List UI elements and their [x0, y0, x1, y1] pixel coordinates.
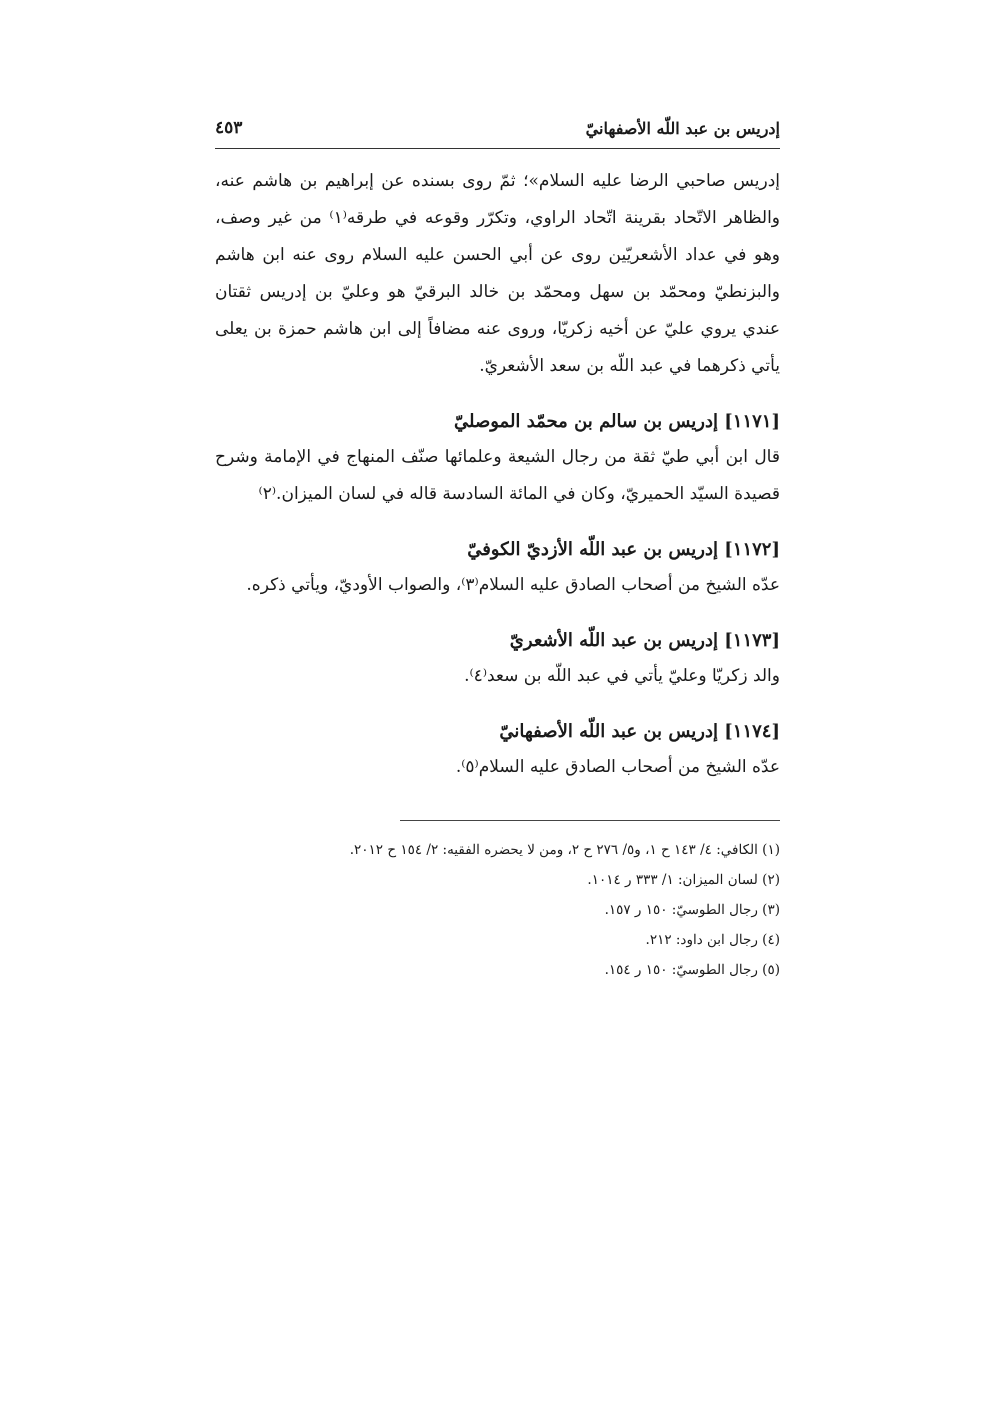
- footnote-2: (٢) لسان الميزان: ١/ ٣٣٣ ر ١٠١٤.: [587, 872, 780, 888]
- entry-title: [١١٧٢] إدريس بن عبد اللّه الأزديّ الكوفيّ: [467, 539, 780, 560]
- book-page: [215, 118, 780, 985]
- entry-title: [١١٧٣] إدريس بن عبد اللّه الأشعريّ: [509, 630, 780, 651]
- footnote-5: (٥) رجال الطوسيّ: ١٥٠ ر ١٥٤.: [604, 962, 780, 978]
- page-number: ٤٥٣: [215, 118, 243, 138]
- footnote-3: (٣) رجال الطوسيّ: ١٥٠ ر ١٥٧.: [604, 902, 780, 918]
- footnotes: [215, 835, 780, 985]
- entry-body: عدّه الشيخ من أصحاب الصادق عليه السلام⁽٣⁾، والصواب الأوديّ، ويأتي ذكره.: [246, 575, 780, 595]
- intro-paragraph: إدريس صاحبي الرضا عليه السلام»؛ ثمّ روى بسنده عن إبراهيم بن هاشم عنه، والظاهر الاتّحاد بقرينة اتّحاد الراوي، وتكرّر وقوعه في طرقه⁽١⁾ من غير وصف، وهو في عداد الأشعريّين روى عن أبي الحسن عليه السلام روى عنه ابن هاشم والبزنطيّ ومحمّد بن سهل ومحمّد بن خالد البرقيّ هو وعليّ بن إدريس ثقتان عندي يروي عليّ عن أخيه زكريّا، وروى عنه مضافاً إلى ابن هاشم حمزة بن يعلى يأتي ذكرهما في عبد اللّه بن سعد الأشعريّ.: [215, 171, 780, 376]
- entry-1173: [215, 624, 780, 695]
- entry-title: [١١٧٤] إدريس بن عبد اللّه الأصفهانيّ: [499, 721, 780, 742]
- running-header: [215, 118, 780, 149]
- entry-1172: [215, 533, 780, 604]
- entry-1174: [215, 715, 780, 786]
- entry-1171: [215, 405, 780, 513]
- entry-body: قال ابن أبي طيّ ثقة من رجال الشيعة وعلمائها صنّف المنهاج في الإمامة وشرح قصيدة السيّد الحميريّ، وكان في المائة السادسة قاله في لسان الميزان.⁽٢⁾: [215, 447, 780, 504]
- header-title: إدريس بن عبد اللّه الأصفهانيّ: [585, 119, 780, 138]
- footnote-separator: [400, 820, 780, 821]
- entry-title: [١١٧١] إدريس بن سالم بن محمّد الموصليّ: [454, 411, 780, 432]
- footnote-4: (٤) رجال ابن داود: ٢١٢.: [645, 932, 780, 948]
- footnote-1: (١) الكافي: ٤/ ١٤٣ ح ١، و٥/ ٢٧٦ ح ٢، ومن لا يحضره الفقيه: ٢/ ١٥٤ ح ٢٠١٢.: [349, 842, 780, 858]
- entry-body: والد زكريّا وعليّ يأتي في عبد اللّه بن سعد⁽٤⁾.: [464, 666, 780, 686]
- entry-body: عدّه الشيخ من أصحاب الصادق عليه السلام⁽٥⁾.: [455, 757, 780, 777]
